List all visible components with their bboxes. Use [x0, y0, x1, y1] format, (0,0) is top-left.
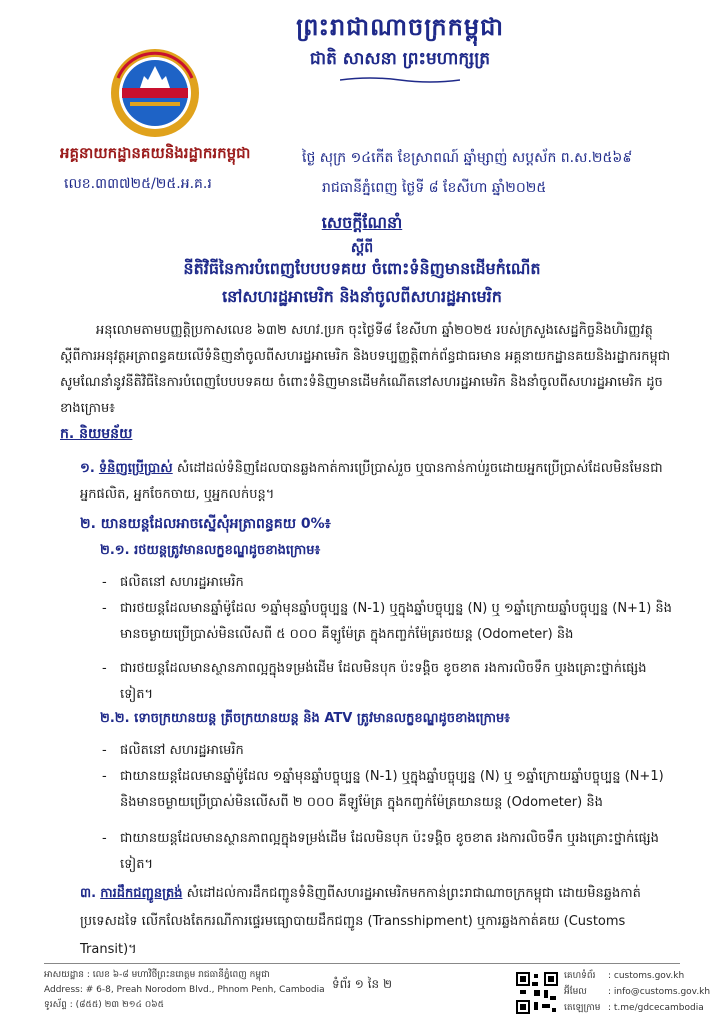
definition-term: ទំនិញប្រើប្រាស់ — [98, 461, 173, 476]
definition-item-3 — [80, 880, 672, 964]
list-item: - ផលិតនៅ សហរដ្ឋអាមេរិក — [120, 570, 672, 596]
definition-item-1 — [80, 456, 672, 508]
about-label: ស្តីពី — [350, 240, 374, 256]
section-a-heading: ក. និយមន័យ — [60, 426, 133, 442]
list-item: - ជាយានយន្តដែលមានឆ្នាំម៉ូដែល ១ឆ្នាំមុនឆ្នាំបច្ចុប្បន្ន (N-1) ឬក្នុងឆ្នាំបច្ចុប្បន្ន (N) ឬ ១ឆ្នាំក្រោយឆ្នាំបច្ចុប្បន្ន (N+1) និងមានចម្ងាយប្រើប្រាស់មិនលើសពី ២ ០០០ គីឡូម៉ែត្រ ក្នុងកញ្ចក់ម៉ែត្រយានយន្ត (Odometer) និង — [120, 764, 672, 816]
qr-code-icon — [516, 972, 558, 1014]
ornament-divider — [340, 76, 460, 84]
footer-divider — [44, 963, 680, 964]
subsection-2-2-heading: ២.២. ទោចក្រយានយន្ត ត្រីចក្រយានយន្ត និង ATV ត្រូវមានលក្ខខណ្ឌដូចខាងក្រោម៖ — [100, 711, 510, 726]
email-label: អ៊ីមែល — [564, 987, 587, 997]
website-link[interactable]: : customs.gov.kh — [608, 971, 685, 981]
phone-number: ទូរស័ព្ទ : (៨៥៥) ២៣ ២១៤ ០៦៥ — [44, 1000, 164, 1010]
definition-item-2: ២. យានយន្តដែលអាចស្នើសុំអត្រាពន្ធគយ 0%៖ — [80, 516, 331, 532]
subject-line-1: នីតិវិធីនៃការបំពេញបែបបទគយ ចំពោះទំនិញមានដើមកំណើត — [183, 259, 541, 278]
definition-text: សំដៅដល់ទំនិញដែលបានឆ្លងកាត់ការប្រើប្រាស់រួច ឬបានកាន់កាប់រួចដោយអ្នកប្រើប្រាស់ដែលមិនមែនជាអ្នកផលិត, អ្នកចែកចាយ, ឬអ្នកលក់បន្ត។ — [80, 461, 663, 502]
intro-paragraph: អនុលោមតាមបញ្ញត្តិប្រកាសលេខ ៦៣២ សហវ.ប្រក ចុះថ្ងៃទី៨ ខែសីហា ឆ្នាំ២០២៥ របស់ក្រសួងសេដ្ឋកិច្ចនិងហិរញ្ញវត្ថុ ស្តីពីការអនុវត្តអត្រាពន្ធគយលើទំនិញនាំចូលពីសហរដ្ឋអាមេរិក និងបទប្បញ្ញត្តិពាក់ព័ន្ធជាធរមាន អគ្គនាយកដ្ឋានគយនិងរដ្ឋាករកម្ពុជា សូមណែនាំនូវនីតិវិធីនៃការបំពេញបែបបទគយ ចំពោះទំនិញមានដើមកំណើតនៅសហរដ្ឋអាមេរិក និងនាំចូលពីសហរដ្ឋអាមេរិក ដូចខាងក្រោម៖ — [60, 323, 671, 416]
item-number: ១. — [80, 461, 95, 476]
footer-contacts — [564, 968, 710, 1016]
website-label: គេហទំព័រ — [564, 971, 596, 981]
solar-date: រាជធានីភ្នំពេញ ថ្ងៃទី ៨ ខែសីហា ឆ្នាំ២០២៥ — [322, 180, 547, 196]
address-khmer: អាសយដ្ឋាន : លេខ ៦-៨ មហាវិថីព្រះនរោត្តម រាជធានីភ្នំពេញ កម្ពុជា — [44, 970, 270, 980]
item-number: ៣. — [80, 886, 97, 901]
document-type: សេចក្តីណែនាំ — [321, 213, 403, 232]
email-link[interactable]: : info@customs.gov.kh — [608, 987, 711, 997]
telegram-label: តេឡេក្រាម — [564, 1003, 601, 1013]
lunar-date: ថ្ងៃ សុក្រ ១៤កើត ខែស្រាពណ៍ ឆ្នាំម្សាញ់ សប្តស័ក ព.ស.២៥៦៩ — [302, 150, 633, 166]
definition-text: សំដៅដល់ការដឹកជញ្ជូនទំនិញពីសហរដ្ឋអាមេរិកមកកាន់ព្រះរាជាណាចក្រកម្ពុជា ដោយមិនឆ្លងកាត់ប្រទេសដទៃ លើកលែងតែករណីការផ្ទេរមធ្យោបាយដឹកជញ្ជូន (Transshipment) ឬការឆ្លងកាត់គយ (Customs Transit)។ — [80, 886, 641, 957]
kingdom-motto: ជាតិ សាសនា ព្រះមហាក្សត្រ — [309, 49, 491, 69]
subsection-2-1-heading: ២.១. រថយន្តត្រូវមានលក្ខខណ្ឌដូចខាងក្រោម៖ — [100, 543, 321, 558]
document-reference: លេខ.៣៣៧២៥/២៥.អ.គ.រ — [64, 176, 212, 192]
gdce-logo-icon — [110, 48, 200, 138]
list-item: - ជាយានយន្តដែលមានស្ថានភាពល្អក្នុងទម្រង់ដើម ដែលមិនបុក ប៉ះទង្គិច ខូចខាត រងការលិចទឹក ឬរងគ្រោះថ្នាក់ផ្សេងទៀត។ — [120, 826, 672, 878]
address-english: Address: # 6-8, Preah Norodom Blvd., Phnom Penh, Cambodia — [44, 985, 325, 995]
definition-term: ការដឹកជញ្ជូនត្រង់ — [100, 886, 183, 901]
telegram-link[interactable]: : t.me/gdcecambodia — [608, 1003, 704, 1013]
list-item: - ផលិតនៅ សហរដ្ឋអាមេរិក — [120, 738, 672, 764]
list-item: - ជារថយន្តដែលមានឆ្នាំម៉ូដែល ១ឆ្នាំមុនឆ្នាំបច្ចុប្បន្ន (N-1) ឬក្នុងឆ្នាំបច្ចុប្បន្ន (N) ឬ ១ឆ្នាំក្រោយឆ្នាំបច្ចុប្បន្ន (N+1) និងមានចម្ងាយប្រើប្រាស់មិនលើសពី ៥ ០០០ គីឡូម៉ែត្រ ក្នុងកញ្ចក់ម៉ែត្ររថយន្ត (Odometer) និង — [120, 596, 672, 648]
list-item: - ជារថយន្តដែលមានស្ថានភាពល្អក្នុងទម្រង់ដើម ដែលមិនបុក ប៉ះទង្គិច ខូចខាត រងការលិចទឹក ឬរងគ្រោះថ្នាក់ផ្សេងទៀត។ — [120, 656, 672, 708]
kingdom-title: ព្រះរាជាណាចក្រកម្ពុជា — [296, 13, 504, 41]
page-number: ទំព័រ ១ នៃ ២ — [331, 977, 393, 991]
subject-line-2: នៅសហរដ្ឋអាមេរិក និងនាំចូលពីសហរដ្ឋអាមេរិក — [222, 287, 502, 306]
agency-name: អគ្គនាយកដ្ឋានគយនិងរដ្ឋាករកម្ពុជា — [60, 144, 251, 162]
